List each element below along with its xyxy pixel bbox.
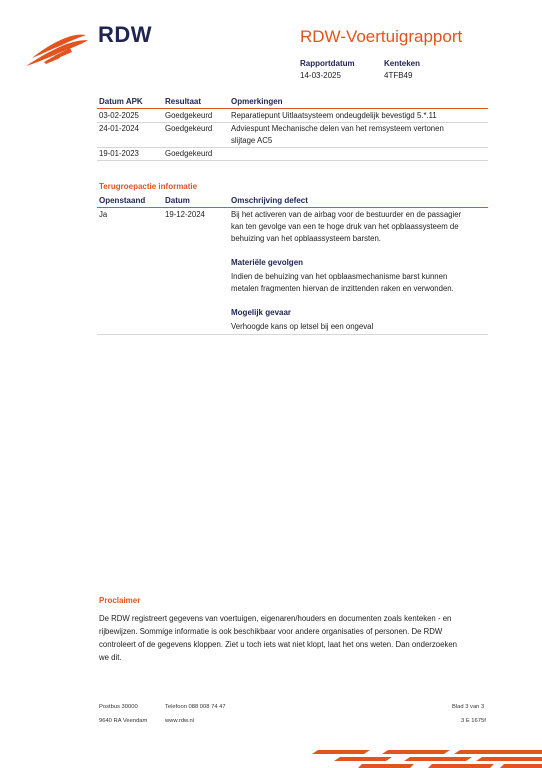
apk-col-opmerkingen: Opmerkingen: [231, 97, 283, 106]
gevaar-title: Mogelijk gevaar: [231, 308, 292, 317]
gevolgen-line-1: Indien de behuizing van het opblaasmechanisme barst kunnen: [231, 272, 448, 281]
gevolgen-line-2: metalen fragmenten hiervan de inzittenden raken en verwonden.: [231, 284, 454, 293]
recall-section-title: Terugroepactie informatie: [99, 182, 198, 191]
recall-col-openstaand: Openstaand: [99, 196, 146, 205]
apk-row-2-opmerking-line-1: Adviespunt Mechanische delen van het remsysteem vertonen: [231, 124, 444, 133]
apk-row-2-datum: 24-01-2024: [99, 124, 139, 133]
apk-row-3-datum: 19-01-2023: [99, 149, 139, 158]
apk-col-resultaat: Resultaat: [165, 97, 202, 106]
recall-col-datum: Datum: [165, 196, 190, 205]
rapportdatum-label: Rapportdatum: [300, 59, 355, 68]
rapportdatum-value: 14-03-2025: [300, 71, 341, 80]
kenteken-label: Kenteken: [384, 59, 421, 68]
recall-defect-line-2: kan ten gevolge van een te hoge druk van het opblaassysteem de: [231, 222, 459, 231]
footer-postbus: Postbus 30000: [99, 704, 138, 710]
apk-header-rule: [97, 108, 488, 109]
footer-telefoon: Telefoon 088 008 74 47: [165, 704, 226, 710]
report-title: RDW-Voertuigrapport: [300, 27, 463, 46]
proclaimer-line-1: De RDW registreert gegevens van voertuigen, eigenaren/houders en documenten zoals kenteken - en: [99, 614, 452, 623]
row-divider: [97, 160, 488, 161]
footer-page-number: Blad 3 van 3: [452, 704, 485, 710]
recall-defect-line-1: Bij het activeren van de airbag voor de bestuurder en de passagier: [231, 210, 462, 219]
gevaar-line-1: Verhoogde kans op letsel bij een ongeval: [231, 322, 374, 331]
apk-col-datum: Datum APK: [99, 97, 143, 106]
apk-row-3-resultaat: Goedgekeurd: [165, 149, 213, 158]
footer-plaats: 9640 RA Veendam: [99, 718, 148, 724]
proclaimer-title: Proclaimer: [99, 596, 141, 605]
proclaimer-line-4: we dit.: [99, 653, 122, 662]
recall-col-omschrijving: Omschrijving defect: [231, 196, 308, 205]
proclaimer-line-2: rijbewijzen. Sommige informatie is ook beschikbaar voor andere organisaties of personen. De RDW: [99, 627, 443, 636]
recall-header-rule: [97, 207, 488, 208]
footer-website[interactable]: www.rdw.nl: [165, 718, 194, 724]
rdw-logo-icon: [24, 32, 90, 68]
gevolgen-title: Materiële gevolgen: [231, 258, 304, 267]
apk-row-1-resultaat: Goedgekeurd: [165, 111, 213, 120]
apk-row-1-datum: 03-02-2025: [99, 111, 139, 120]
proclaimer-line-3: controleert of de gegevens kloppen. Ziet u toch iets wat niet klopt, laat het ons weten. Dan onderzoeken: [99, 640, 458, 649]
apk-row-1-opmerking: Reparatiepunt Uitlaatsysteem ondeugdelijk bevestigd 5.*.11: [231, 111, 437, 120]
brand-name: RDW: [98, 22, 153, 47]
apk-row-2-opmerking-line-2: slijtage AC5: [231, 136, 273, 145]
row-divider: [97, 334, 488, 335]
recall-datum: 19-12-2024: [165, 210, 205, 219]
footer-document-code: 3 E 1675f: [461, 718, 486, 724]
row-divider: [97, 147, 488, 148]
kenteken-value: 4TFB49: [384, 71, 413, 80]
decorative-stripes-icon: [300, 744, 542, 768]
apk-row-2-resultaat: Goedgekeurd: [165, 124, 213, 133]
recall-defect-line-3: behuizing van het opblaassysteem barsten.: [231, 234, 381, 243]
recall-openstaand: Ja: [99, 210, 108, 219]
